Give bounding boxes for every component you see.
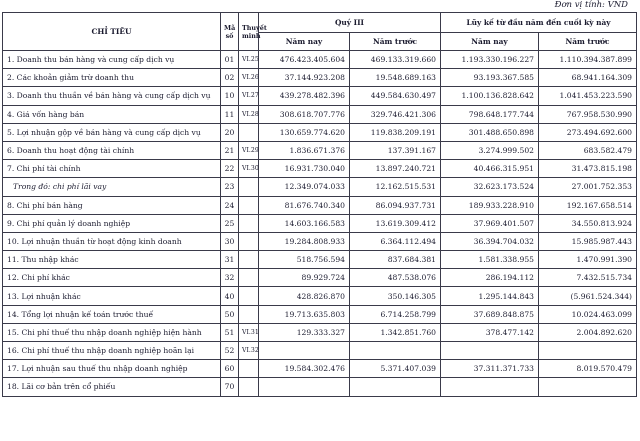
row-ytd-last-year xyxy=(539,378,637,396)
row-code: 32 xyxy=(221,269,239,287)
table-row xyxy=(3,105,637,123)
row-ytd-this-year: 189.933.228.910 xyxy=(441,196,539,214)
table-row xyxy=(3,51,637,69)
row-ytd-this-year: 1.193.330.196.227 xyxy=(441,51,539,69)
row-code: 20 xyxy=(221,123,239,141)
row-name: 14. Tổng lợi nhuận kế toán trước thuế xyxy=(3,305,221,323)
row-ytd-this-year: 301.488.650.898 xyxy=(441,123,539,141)
header-quarter-this-year: Năm nay xyxy=(259,33,350,51)
row-quarter-this-year: 81.676.740.340 xyxy=(259,196,350,214)
table-row xyxy=(3,87,637,105)
row-quarter-this-year: 19.713.635.803 xyxy=(259,305,350,323)
table-row xyxy=(3,141,637,159)
header-ytd: Lũy kế từ đầu năm đến cuối kỳ này xyxy=(441,13,637,33)
table-row xyxy=(3,178,637,196)
table-row xyxy=(3,123,637,141)
row-ytd-last-year: 31.473.815.198 xyxy=(539,160,637,178)
row-ytd-this-year: 1.581.338.955 xyxy=(441,251,539,269)
row-quarter-last-year: 487.538.076 xyxy=(350,269,441,287)
row-code: 24 xyxy=(221,196,239,214)
row-ytd-last-year: 192.167.658.514 xyxy=(539,196,637,214)
table-row xyxy=(3,378,637,396)
row-code: 31 xyxy=(221,251,239,269)
row-ytd-this-year: 37.311.371.733 xyxy=(441,360,539,378)
row-quarter-last-year: 6.714.258.799 xyxy=(350,305,441,323)
row-ytd-this-year: 40.466.315.951 xyxy=(441,160,539,178)
row-quarter-last-year: 12.162.515.531 xyxy=(350,178,441,196)
table-row xyxy=(3,69,637,87)
row-name: 13. Lợi nhuận khác xyxy=(3,287,221,305)
row-code: 01 xyxy=(221,51,239,69)
row-name: 2. Các khoản giảm trừ doanh thu xyxy=(3,69,221,87)
row-quarter-last-year: 329.746.421.306 xyxy=(350,105,441,123)
income-statement-table xyxy=(2,12,637,397)
header-quarter-last-year: Năm trước xyxy=(350,33,441,51)
row-code: 11 xyxy=(221,105,239,123)
row-name: 8. Chi phí bán hàng xyxy=(3,196,221,214)
table-row xyxy=(3,342,637,360)
row-ytd-this-year: 1.295.144.843 xyxy=(441,287,539,305)
row-ytd-this-year: 37.969.401.507 xyxy=(441,214,539,232)
row-note: VI.29 xyxy=(239,141,259,159)
row-quarter-last-year: 6.364.112.494 xyxy=(350,232,441,250)
row-ytd-this-year: 93.193.367.585 xyxy=(441,69,539,87)
row-note: VI.31 xyxy=(239,323,259,341)
row-note xyxy=(239,305,259,323)
row-quarter-this-year: 130.659.774.620 xyxy=(259,123,350,141)
row-name: 10. Lợi nhuận thuần từ hoạt động kinh doanh xyxy=(3,232,221,250)
row-name: 7. Chi phí tài chính xyxy=(3,160,221,178)
row-note: VI.30 xyxy=(239,160,259,178)
row-code: 10 xyxy=(221,87,239,105)
row-quarter-this-year: 16.931.730.040 xyxy=(259,160,350,178)
row-code: 70 xyxy=(221,378,239,396)
row-name: 1. Doanh thu bán hàng và cung cấp dịch vụ xyxy=(3,51,221,69)
row-ytd-this-year: 286.194.112 xyxy=(441,269,539,287)
row-quarter-this-year: 89.929.724 xyxy=(259,269,350,287)
row-quarter-last-year: 13.897.240.721 xyxy=(350,160,441,178)
row-code: 30 xyxy=(221,232,239,250)
row-ytd-this-year: 37.689.848.875 xyxy=(441,305,539,323)
row-note: VI.25 xyxy=(239,51,259,69)
row-quarter-this-year: 428.826.870 xyxy=(259,287,350,305)
row-quarter-this-year: 37.144.923.208 xyxy=(259,69,350,87)
row-note xyxy=(239,196,259,214)
row-name: 16. Chi phí thuế thu nhập doanh nghiệp hoãn lại xyxy=(3,342,221,360)
row-code: 51 xyxy=(221,323,239,341)
row-name: 3. Doanh thu thuần về bán hàng và cung cấp dịch vụ xyxy=(3,87,221,105)
row-quarter-last-year: 837.684.381 xyxy=(350,251,441,269)
row-note xyxy=(239,378,259,396)
row-quarter-last-year: 469.133.319.660 xyxy=(350,51,441,69)
table-row xyxy=(3,323,637,341)
row-note xyxy=(239,360,259,378)
row-name: 15. Chi phí thuế thu nhập doanh nghiệp hiện hành xyxy=(3,323,221,341)
row-ytd-last-year xyxy=(539,342,637,360)
row-quarter-last-year: 449.584.630.497 xyxy=(350,87,441,105)
header-ytd-last-year: Năm trước xyxy=(539,33,637,51)
row-quarter-this-year: 19.584.302.476 xyxy=(259,360,350,378)
row-quarter-this-year: 19.284.808.933 xyxy=(259,232,350,250)
header-quarter: Quý III xyxy=(259,13,441,33)
row-code: 23 xyxy=(221,178,239,196)
row-code: 21 xyxy=(221,141,239,159)
row-name: Trong đó: chi phí lãi vay xyxy=(3,178,221,196)
row-ytd-last-year: 7.432.515.734 xyxy=(539,269,637,287)
row-ytd-last-year: 8.019.570.479 xyxy=(539,360,637,378)
row-note xyxy=(239,232,259,250)
row-name: 9. Chi phí quản lý doanh nghiệp xyxy=(3,214,221,232)
row-ytd-last-year: 10.024.463.099 xyxy=(539,305,637,323)
row-ytd-last-year: 1.110.394.387.899 xyxy=(539,51,637,69)
row-code: 60 xyxy=(221,360,239,378)
row-name: 18. Lãi cơ bản trên cổ phiếu xyxy=(3,378,221,396)
row-note xyxy=(239,178,259,196)
row-name: 6. Doanh thu hoạt động tài chính xyxy=(3,141,221,159)
table-row xyxy=(3,251,637,269)
row-name: 5. Lợi nhuận gộp về bán hàng và cung cấp dịch vụ xyxy=(3,123,221,141)
row-ytd-last-year: (5.961.524.344) xyxy=(539,287,637,305)
row-code: 25 xyxy=(221,214,239,232)
row-quarter-this-year: 14.603.166.583 xyxy=(259,214,350,232)
row-note: VI.28 xyxy=(239,105,259,123)
row-name: 11. Thu nhập khác xyxy=(3,251,221,269)
table-body xyxy=(3,51,637,397)
row-quarter-this-year xyxy=(259,342,350,360)
row-quarter-last-year: 19.548.689.163 xyxy=(350,69,441,87)
row-quarter-this-year: 476.423.405.604 xyxy=(259,51,350,69)
row-quarter-last-year xyxy=(350,342,441,360)
row-ytd-this-year xyxy=(441,342,539,360)
row-note xyxy=(239,214,259,232)
row-quarter-last-year: 13.619.309.412 xyxy=(350,214,441,232)
row-ytd-last-year: 683.582.479 xyxy=(539,141,637,159)
row-quarter-last-year: 1.342.851.760 xyxy=(350,323,441,341)
row-ytd-last-year: 27.001.752.353 xyxy=(539,178,637,196)
row-ytd-last-year: 1.041.453.223.590 xyxy=(539,87,637,105)
row-ytd-this-year: 36.394.704.032 xyxy=(441,232,539,250)
row-name: 4. Giá vốn hàng bán xyxy=(3,105,221,123)
row-note xyxy=(239,251,259,269)
header-row-top xyxy=(3,13,637,33)
row-ytd-this-year: 32.623.173.524 xyxy=(441,178,539,196)
row-name: 17. Lợi nhuận sau thuế thu nhập doanh nghiệp xyxy=(3,360,221,378)
row-name: 12. Chi phí khác xyxy=(3,269,221,287)
row-code: 22 xyxy=(221,160,239,178)
table-row xyxy=(3,269,637,287)
row-ytd-last-year: 34.550.813.924 xyxy=(539,214,637,232)
table-row xyxy=(3,196,637,214)
row-quarter-last-year: 137.391.167 xyxy=(350,141,441,159)
row-ytd-this-year xyxy=(441,378,539,396)
row-ytd-this-year: 1.100.136.828.642 xyxy=(441,87,539,105)
table-row xyxy=(3,232,637,250)
row-quarter-this-year: 12.349.074.033 xyxy=(259,178,350,196)
row-note xyxy=(239,287,259,305)
row-ytd-last-year: 273.494.692.600 xyxy=(539,123,637,141)
row-note: VI.32 xyxy=(239,342,259,360)
row-ytd-last-year: 68.941.164.309 xyxy=(539,69,637,87)
row-ytd-this-year: 378.477.142 xyxy=(441,323,539,341)
row-quarter-last-year: 350.146.305 xyxy=(350,287,441,305)
row-note xyxy=(239,123,259,141)
row-code: 50 xyxy=(221,305,239,323)
header-code: Mã số xyxy=(221,13,239,51)
header-note: Thuyết minh xyxy=(239,13,259,51)
row-ytd-last-year: 767.958.530.990 xyxy=(539,105,637,123)
row-ytd-last-year: 15.985.987.443 xyxy=(539,232,637,250)
row-quarter-this-year: 129.333.327 xyxy=(259,323,350,341)
table-row xyxy=(3,287,637,305)
row-ytd-last-year: 2.004.892.620 xyxy=(539,323,637,341)
row-note: VI.26 xyxy=(239,69,259,87)
row-note xyxy=(239,269,259,287)
row-quarter-this-year: 439.278.482.396 xyxy=(259,87,350,105)
header-ytd-this-year: Năm nay xyxy=(441,33,539,51)
row-note: VI.27 xyxy=(239,87,259,105)
table-row xyxy=(3,214,637,232)
row-quarter-this-year xyxy=(259,378,350,396)
row-quarter-this-year: 518.756.594 xyxy=(259,251,350,269)
table-row xyxy=(3,360,637,378)
row-quarter-last-year xyxy=(350,378,441,396)
row-quarter-last-year: 86.094.937.731 xyxy=(350,196,441,214)
header-indicator: CHỈ TIÊU xyxy=(3,13,221,51)
unit-note: Đơn vị tính: VND xyxy=(554,0,628,10)
row-ytd-this-year: 798.648.177.744 xyxy=(441,105,539,123)
row-quarter-this-year: 1.836.671.376 xyxy=(259,141,350,159)
row-code: 52 xyxy=(221,342,239,360)
row-ytd-last-year: 1.470.991.390 xyxy=(539,251,637,269)
table-row xyxy=(3,305,637,323)
row-code: 40 xyxy=(221,287,239,305)
row-quarter-last-year: 5.371.407.039 xyxy=(350,360,441,378)
row-ytd-this-year: 3.274.999.502 xyxy=(441,141,539,159)
row-quarter-last-year: 119.838.209.191 xyxy=(350,123,441,141)
table-row xyxy=(3,160,637,178)
row-quarter-this-year: 308.618.707.776 xyxy=(259,105,350,123)
row-code: 02 xyxy=(221,69,239,87)
